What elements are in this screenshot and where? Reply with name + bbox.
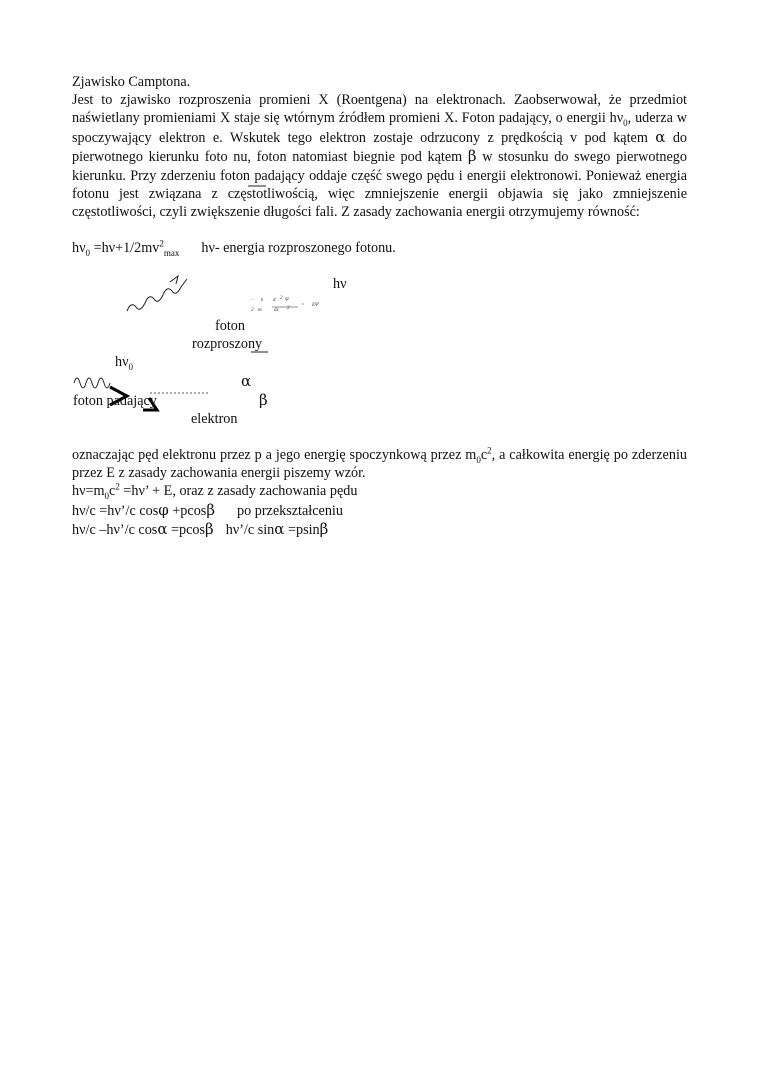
eq3-b: =pcos [167, 522, 206, 538]
label-hv0-sub: 0 [128, 361, 134, 372]
eq3-beta: β [205, 520, 214, 538]
intro-alpha: α [655, 127, 666, 146]
label-foton-padajacy: foton padający [73, 393, 157, 409]
equation-line-2 [72, 501, 343, 520]
tiny-exp2: 2 [280, 296, 283, 301]
eq1-sub: 0 [104, 490, 110, 501]
intro-text-4: w stosunku do swego pierwotnego kierunku. Przy zderzeniu foton padający oddaje część swego pędu i energii elektronowi. Ponieważ energia fotonu jest związana z częstotliwością, więc zmniejszenie energii objawia się jako zmniejszenie częstotliwości, czyli zwiększenie długości fali. Z zasady zachowania energii otrzymujemy równość: [72, 149, 687, 221]
tiny-psi: Ψ [285, 298, 289, 303]
tiny-d: d [273, 298, 276, 303]
equation-line-3 [72, 520, 328, 539]
tiny-epsi: EΨ [312, 303, 319, 308]
tiny-minus: − [251, 298, 255, 303]
eq2-note: po przekształceniu [236, 503, 343, 519]
after-paragraph [72, 446, 687, 483]
eq1-c: c [109, 483, 116, 499]
tiny-k: k [261, 298, 264, 303]
intro-sub-0: 0 [623, 118, 628, 129]
tiny-two: 2 [251, 308, 254, 313]
eq1-sup: 2 [115, 481, 120, 492]
intro-text-1: Jest to zjawisko rozproszenia promieni X (Roentgena) na elektronach. Zaobserwował, że przedmiot naświetlany promieniami X staje się wtórnym źródłem promieni X. Foton padający, o energii hν [72, 92, 687, 127]
label-beta: β [259, 391, 268, 409]
after-sup2: 2 [487, 445, 492, 456]
label-alpha: α [241, 372, 252, 390]
eq3-alpha2: α [274, 520, 285, 538]
eq2-b: +pcos [168, 503, 207, 519]
label-elektron: elektron [191, 411, 238, 427]
after-text-1: oznaczając pęd elektronu przez p a jego energię spoczynkową przez m [72, 447, 477, 463]
intro-beta: β [467, 147, 477, 166]
label-hv0-text: hν [115, 354, 129, 370]
after-c: c [480, 447, 488, 463]
eq2-phi: φ [158, 501, 169, 519]
eq3-alpha: α [157, 520, 168, 538]
eq1-rest: =hν’ + E, oraz z zasady zachowania pędu [119, 483, 358, 499]
eq3-c: hν’/c sin [225, 522, 275, 538]
scattered-photon-wave [127, 279, 187, 311]
eq-submax: max [163, 247, 180, 258]
after-sub0: 0 [476, 454, 481, 465]
scattered-photon-arrow-icon [170, 276, 178, 284]
eq-sub0: 0 [85, 247, 91, 258]
equation-line-1 [72, 482, 357, 500]
label-rozproszony: rozproszony [192, 336, 263, 352]
tiny-dx-exp: 2 [287, 306, 290, 311]
eq2-a: hν/c =hν’/c cos [72, 503, 159, 519]
label-foton: foton [215, 318, 245, 334]
label-hv0 [115, 354, 133, 370]
eq3-beta2: β [319, 520, 329, 538]
document-title: Zjawisko Camptona. [72, 74, 191, 90]
eq2-beta: β [206, 501, 215, 519]
scattered-hv-label: hν [333, 276, 347, 292]
intro-text-3: do pierwotnego kierunku foto nu, foton natomiast biegnie pod kątem [72, 129, 688, 166]
eq1-a: hν=m [72, 483, 105, 499]
after-text-2: , a całkowita energię po zderzeniu przez E z zasady zachowania energii piszemy wzór. [72, 447, 687, 482]
eq-description: hν- energia rozproszonego fotonu. [201, 240, 396, 256]
eq3-d: =psin [284, 522, 320, 538]
tiny-equals: = [301, 303, 305, 308]
incident-photon-wave [74, 378, 110, 388]
eq-hv: hν [72, 240, 86, 256]
eq-sup2: 2 [159, 238, 164, 249]
eq-body: =hν+1/2mv [90, 240, 160, 256]
eq3-a: hν/c –hν’/c cos [72, 522, 158, 538]
intro-text-2: , uderza w spoczywający elektron e. Wskutek tego elektron zostaje odrzucony z prędkością v pod kątem [72, 110, 687, 146]
compton-diagram [0, 0, 760, 440]
tiny-dx: dx [274, 308, 279, 313]
tiny-m: m [258, 308, 262, 313]
